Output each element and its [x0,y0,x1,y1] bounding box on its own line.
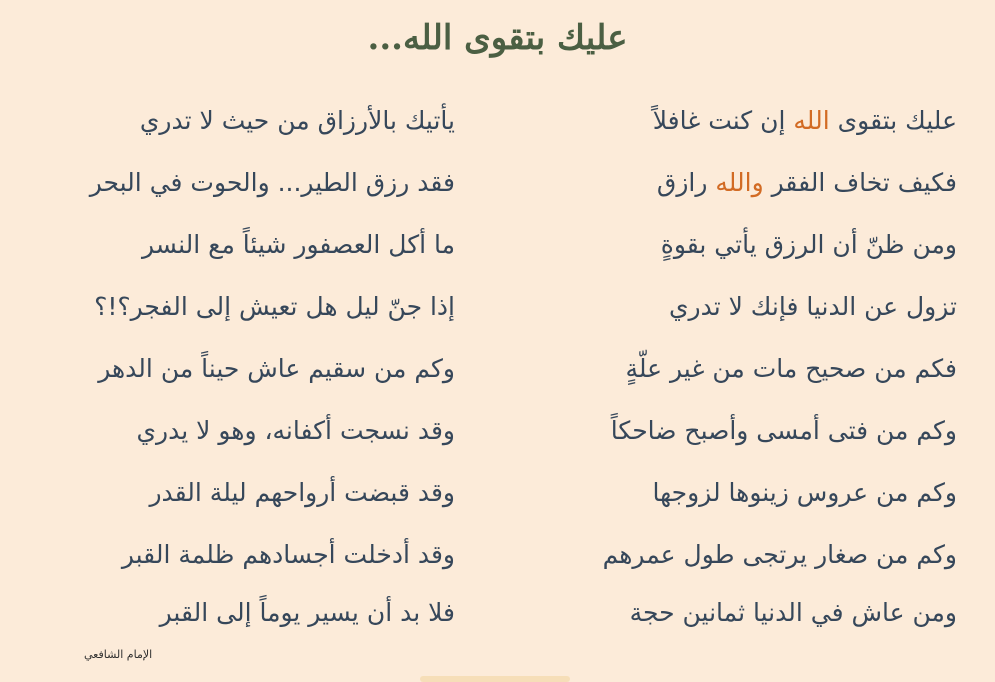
poet-attribution: الإمام الشافعي [84,648,153,661]
verse-2-second-hemistich: فقد رزق الطير... والحوت في البحر [89,168,455,197]
verse-5-second-hemistich: وكم من سقيم عاش حيناً من الدهر [98,354,455,383]
verse-text: عليك بتقوى [829,106,957,135]
verse-6-second-hemistich: وقد نسجت أكفانه، وهو لا يدري [136,416,455,445]
verse-8-first-hemistich: وكم من صغار يرتجى طول عمرهم [602,540,957,569]
verse-text: رازق [656,168,716,197]
verse-3-second-hemistich: ما أكل العصفور شيئاً مع النسر [141,230,455,259]
verse-9-second-hemistich: فلا بد أن يسير يوماً إلى القبر [159,598,455,627]
verse-text: فكيف تخاف الفقر [763,168,957,197]
verse-1-second-hemistich: يأتيك بالأرزاق من حيث لا تدري [139,106,455,135]
verse-1-first-hemistich [557,106,957,135]
verse-text: إن كنت غافلاً [652,106,794,135]
verse-3-first-hemistich: ومن ظنّ أن الرزق يأتي بقوةٍ [660,230,957,259]
poem-title: عليك بتقوى الله... [367,18,628,58]
verse-9-first-hemistich: ومن عاش في الدنيا ثمانين حجة [629,598,957,627]
verse-5-first-hemistich: فكم من صحيح مات من غير علّةٍ [625,354,957,383]
verse-4-second-hemistich: إذا جنّ ليل هل تعيش إلى الفجر؟!؟ [94,292,455,321]
verse-6-first-hemistich: وكم من فتى أمسى وأصبح ضاحكاً [610,416,957,445]
allah-word: والله [715,168,764,197]
verse-2-first-hemistich [557,168,957,197]
verse-7-second-hemistich: وقد قبضت أرواحهم ليلة القدر [149,478,455,507]
faded-decoration [420,676,570,682]
allah-word: الله [793,106,830,135]
verse-7-first-hemistich: وكم من عروس زينوها لزوجها [652,478,957,507]
verse-4-first-hemistich: تزول عن الدنيا فإنك لا تدري [668,292,957,321]
verse-8-second-hemistich: وقد أدخلت أجسادهم ظلمة القبر [121,540,455,569]
